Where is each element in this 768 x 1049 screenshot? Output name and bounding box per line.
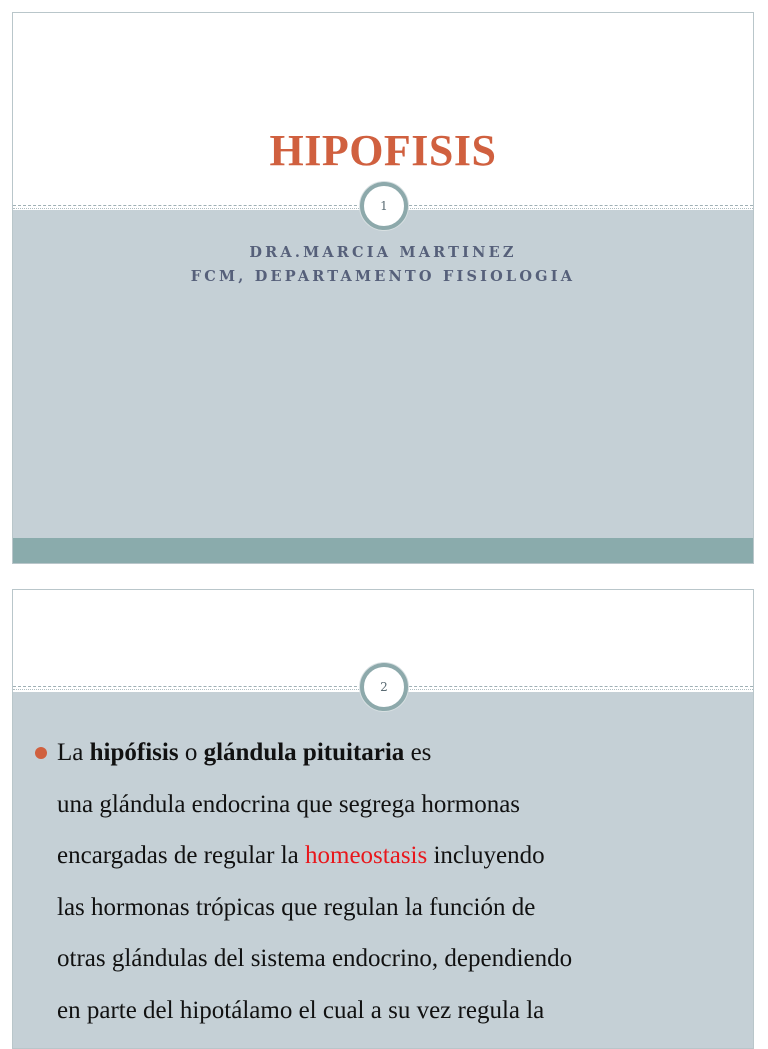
text-run: encargadas de regular la — [57, 842, 306, 869]
slide-number-badge: 1 — [360, 182, 408, 230]
text-run: o — [178, 739, 204, 766]
text-run: es — [404, 739, 432, 766]
slide-2 — [12, 589, 754, 1049]
paragraph-line-3 — [57, 830, 735, 882]
paragraph-line-6: en parte del hipotálamo el cual a su vez regula la — [57, 996, 545, 1024]
slide-title: HIPOFISIS — [269, 126, 497, 175]
slide-1 — [12, 12, 754, 564]
text-run: incluyendo — [427, 842, 545, 869]
bold-term-glandula-pituitaria: glándula pituitaria — [203, 739, 405, 766]
paragraph-line-1 — [57, 727, 735, 779]
bullet-paragraph — [35, 727, 735, 1036]
paragraph-line-4: las hormonas trópicas que regulan la función de — [57, 893, 536, 921]
homeostasis-link[interactable]: homeostasis — [305, 842, 428, 869]
paragraph-line-2: una glándula endocrina que segrega hormonas — [57, 790, 521, 818]
bullet-dot-icon — [35, 747, 47, 759]
slide-footer-band — [13, 538, 753, 564]
subtitle-line-author: DRA.MARCIA MARTINEZ — [249, 244, 517, 261]
text-run: La — [57, 739, 90, 766]
paragraph-line-5: otras glándulas del sistema endocrino, dependiendo — [57, 945, 573, 972]
bold-term-hipofisis: hipófisis — [89, 739, 179, 766]
slide-subtitle — [13, 241, 753, 289]
slide-number-badge: 2 — [360, 663, 408, 711]
subtitle-line-department: FCM, DEPARTAMENTO FISIOLOGIA — [190, 268, 576, 285]
